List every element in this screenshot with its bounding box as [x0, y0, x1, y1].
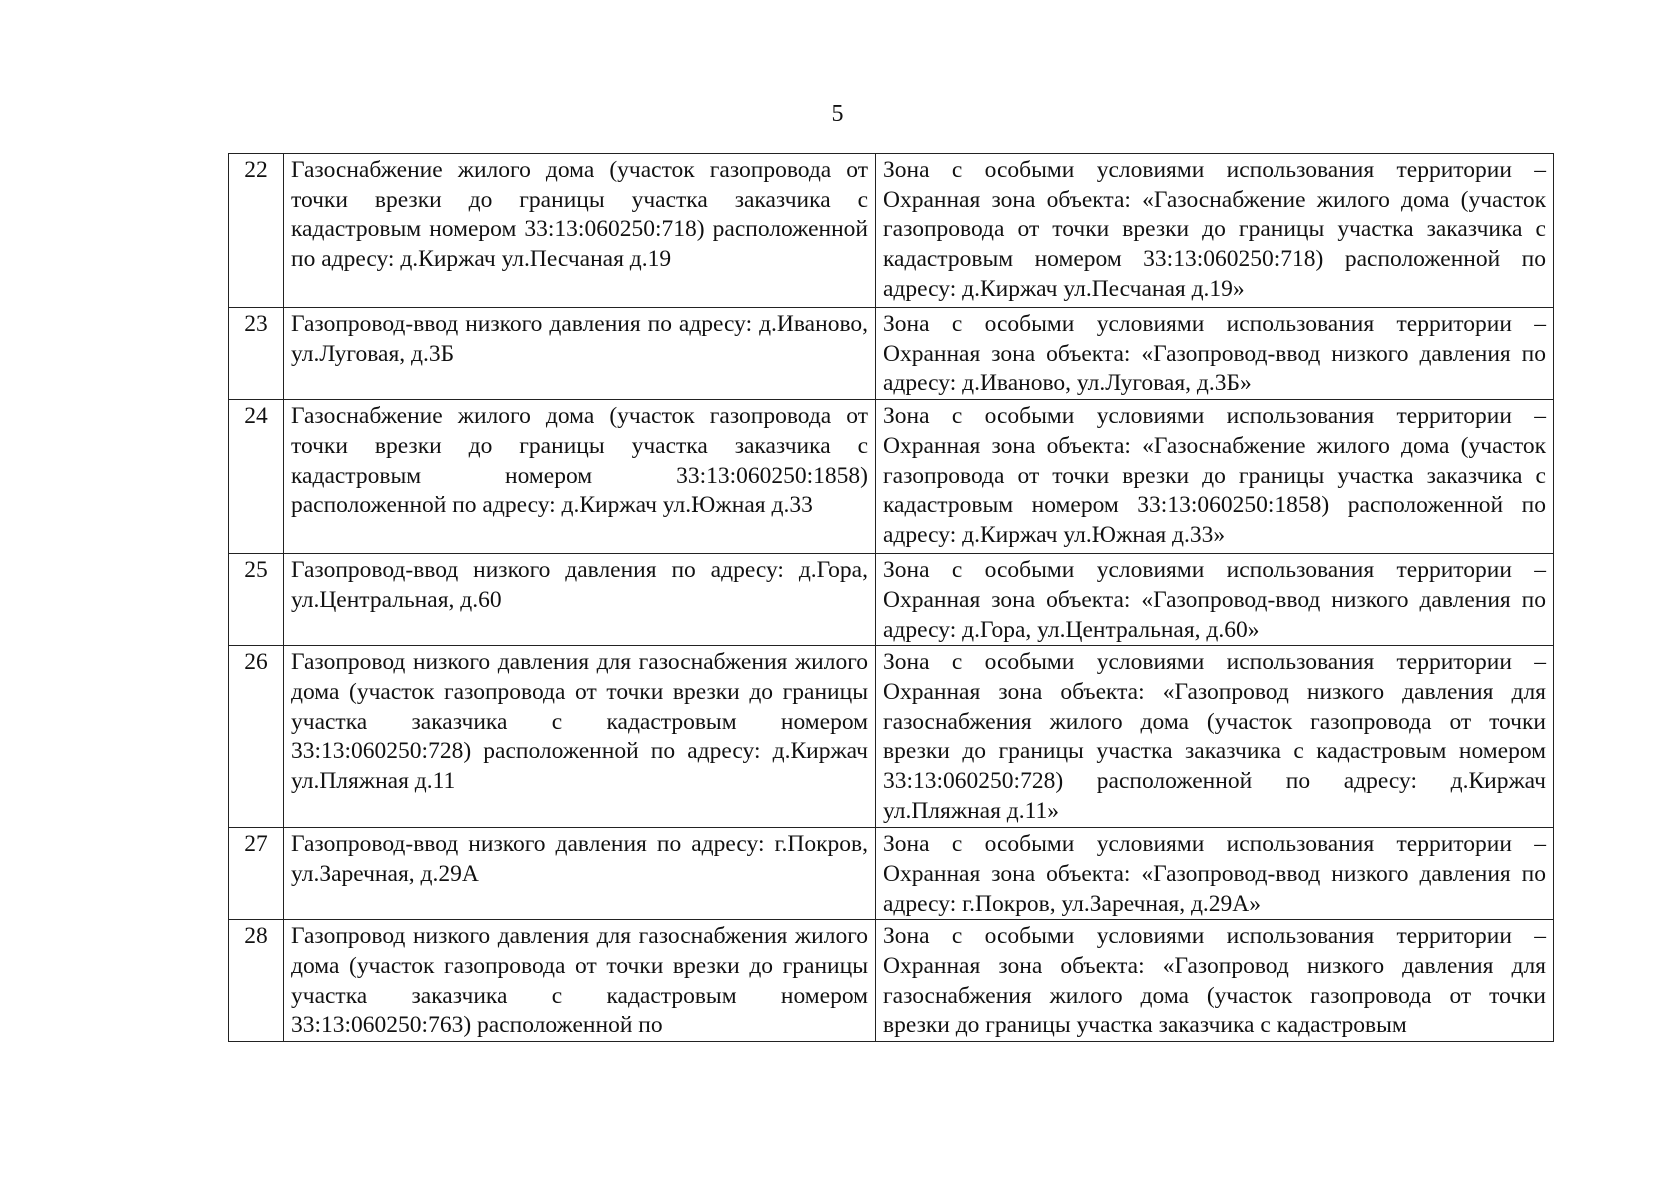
row-number: 27	[229, 828, 284, 920]
row-number: 24	[229, 400, 284, 554]
zone-description: Зона с особыми условиями использования территории – Охранная зона объекта: «Газопровод низкого давления для газоснабжения жилого дома (участок газопровода от точки врезки до границы участка заказчика с кадастровым номером 33:13:060250:728) расположенной по адресу: д.Киржач ул.Пляжная д.11»	[876, 646, 1554, 828]
zone-description: Зона с особыми условиями использования территории – Охранная зона объекта: «Газопровод-ввод низкого давления по адресу: д.Иваново, ул.Луговая, д.3Б»	[876, 308, 1554, 400]
row-number: 22	[229, 154, 284, 308]
zones-table	[228, 153, 1554, 1042]
table-row	[229, 646, 1554, 828]
row-number: 26	[229, 646, 284, 828]
zone-description: Зона с особыми условиями использования территории – Охранная зона объекта: «Газопровод низкого давления для газоснабжения жилого дома (участок газопровода от точки врезки до границы участка заказчика с кадастровым	[876, 920, 1554, 1042]
object-description: Газопровод-ввод низкого давления по адресу: д.Иваново, ул.Луговая, д.3Б	[284, 308, 876, 400]
zone-description: Зона с особыми условиями использования территории – Охранная зона объекта: «Газопровод-ввод низкого давления по адресу: д.Гора, ул.Центральная, д.60»	[876, 554, 1554, 646]
table-row	[229, 920, 1554, 1042]
table-row	[229, 308, 1554, 400]
object-description: Газопровод-ввод низкого давления по адресу: д.Гора, ул.Центральная, д.60	[284, 554, 876, 646]
table-row	[229, 554, 1554, 646]
object-description: Газоснабжение жилого дома (участок газопровода от точки врезки до границы участка заказчика с кадастровым номером 33:13:060250:718) расположенной по адресу: д.Киржач ул.Песчаная д.19	[284, 154, 876, 308]
object-description: Газопровод низкого давления для газоснабжения жилого дома (участок газопровода от точки врезки до границы участка заказчика с кадастровым номером 33:13:060250:763) расположенной по	[284, 920, 876, 1042]
page-number: 5	[831, 101, 844, 127]
zone-description: Зона с особыми условиями использования территории – Охранная зона объекта: «Газоснабжение жилого дома (участок газопровода от точки врезки до границы участка заказчика с кадастровым номером 33:13:060250:1858) расположенной по адресу: д.Киржач ул.Южная д.33»	[876, 400, 1554, 554]
table-row	[229, 154, 1554, 308]
row-number: 28	[229, 920, 284, 1042]
object-description: Газопровод низкого давления для газоснабжения жилого дома (участок газопровода от точки врезки до границы участка заказчика с кадастровым номером 33:13:060250:728) расположенной по адресу: д.Киржач ул.Пляжная д.11	[284, 646, 876, 828]
zone-description: Зона с особыми условиями использования территории – Охранная зона объекта: «Газоснабжение жилого дома (участок газопровода от точки врезки до границы участка заказчика с кадастровым номером 33:13:060250:718) расположенной по адресу: д.Киржач ул.Песчаная д.19»	[876, 154, 1554, 308]
row-number: 25	[229, 554, 284, 646]
row-number: 23	[229, 308, 284, 400]
object-description: Газоснабжение жилого дома (участок газопровода от точки врезки до границы участка заказчика с кадастровым номером 33:13:060250:1858) расположенной по адресу: д.Киржач ул.Южная д.33	[284, 400, 876, 554]
zone-description: Зона с особыми условиями использования территории – Охранная зона объекта: «Газопровод-ввод низкого давления по адресу: г.Покров, ул.Заречная, д.29А»	[876, 828, 1554, 920]
table-row	[229, 400, 1554, 554]
object-description: Газопровод-ввод низкого давления по адресу: г.Покров, ул.Заречная, д.29А	[284, 828, 876, 920]
table-row	[229, 828, 1554, 920]
